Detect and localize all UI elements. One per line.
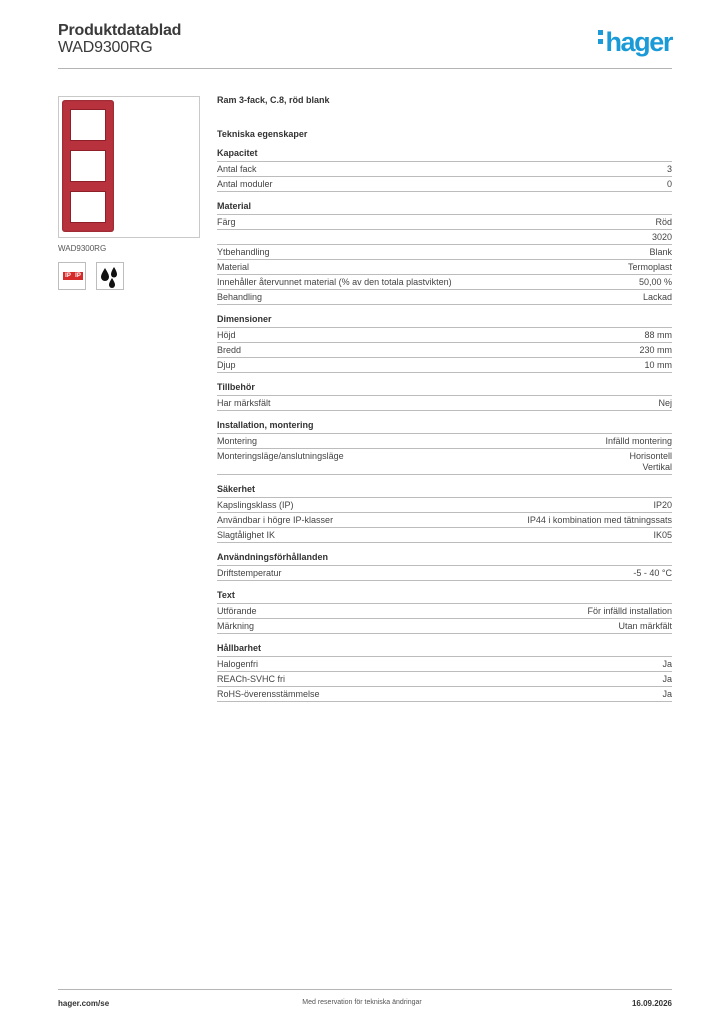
ip-rating-icon xyxy=(58,262,86,290)
spec-label: Driftstemperatur xyxy=(217,568,282,578)
section-title: Installation, montering xyxy=(217,420,672,434)
spec-value xyxy=(662,659,672,670)
logo-dots-icon xyxy=(598,30,603,48)
spec-section xyxy=(217,148,672,192)
spec-label: RoHS-överensstämmelse xyxy=(217,689,320,699)
spec-value-line: IP20 xyxy=(653,500,672,510)
spec-row xyxy=(217,449,672,475)
spec-value-line: Vertikal xyxy=(642,462,672,472)
spec-value xyxy=(633,568,672,579)
spec-value xyxy=(587,606,672,617)
spec-value xyxy=(662,689,672,700)
spec-value-line: Ja xyxy=(662,659,672,669)
spec-label: Innehåller återvunnet material (% av den totala plastvikten) xyxy=(217,277,452,287)
section-title: Tillbehör xyxy=(217,382,672,396)
spec-label: Märkning xyxy=(217,621,255,631)
spec-value-line: Horisontell xyxy=(629,451,672,461)
spec-value-line: Röd xyxy=(655,217,672,227)
spec-value-line: IP44 i kombination med tätningssats xyxy=(527,515,672,525)
spec-label: Djup xyxy=(217,360,236,370)
spec-value xyxy=(629,451,672,473)
footer-website: hager.com/se xyxy=(58,999,110,1008)
spec-section xyxy=(217,420,672,475)
frame-opening xyxy=(70,191,106,223)
spec-label: Bredd xyxy=(217,345,242,355)
spec-label: Halogenfri xyxy=(217,659,259,669)
spec-row xyxy=(217,657,672,672)
spec-row xyxy=(217,343,672,358)
spec-value-line: För infälld installation xyxy=(587,606,672,616)
spec-row xyxy=(217,672,672,687)
header-divider xyxy=(58,68,672,69)
main-content xyxy=(217,95,672,702)
spec-sections xyxy=(217,148,672,702)
spec-row xyxy=(217,245,672,260)
water-drops-graphic xyxy=(97,263,123,289)
product-code-heading: WAD9300RG xyxy=(58,39,153,56)
section-title: Säkerhet xyxy=(217,484,672,498)
hager-logo xyxy=(598,29,672,56)
spec-row xyxy=(217,566,672,581)
spec-row xyxy=(217,619,672,634)
spec-value-line: IK05 xyxy=(653,530,672,540)
footer-divider xyxy=(58,989,672,990)
spec-value-line: Utan märkfält xyxy=(618,621,672,631)
spec-value xyxy=(667,179,672,190)
spec-row xyxy=(217,498,672,513)
spec-label: Behandling xyxy=(217,292,263,302)
spec-section xyxy=(217,484,672,543)
section-title: Användningsförhållanden xyxy=(217,552,672,566)
frame-opening xyxy=(70,150,106,182)
spec-row xyxy=(217,396,672,411)
water-drops-icon xyxy=(96,262,124,290)
spec-value xyxy=(618,621,672,632)
spec-row xyxy=(217,230,672,245)
spec-label: Montering xyxy=(217,436,258,446)
spec-row xyxy=(217,528,672,543)
spec-label: Utförande xyxy=(217,606,257,616)
spec-row xyxy=(217,260,672,275)
spec-value xyxy=(628,262,672,273)
spec-label: Höjd xyxy=(217,330,236,340)
logo-text: hager xyxy=(605,27,672,57)
spec-value-line: 88 mm xyxy=(644,330,672,340)
spec-value xyxy=(639,345,672,356)
spec-section xyxy=(217,643,672,702)
spec-value xyxy=(639,277,672,288)
spec-value xyxy=(667,164,672,175)
section-title: Text xyxy=(217,590,672,604)
spec-value xyxy=(644,330,672,341)
spec-value-line: 50,00 % xyxy=(638,277,672,287)
footer-disclaimer: Med reservation för tekniska ändringar xyxy=(302,999,422,1006)
spec-value xyxy=(652,232,672,243)
spec-value xyxy=(605,436,672,447)
spec-row xyxy=(217,162,672,177)
spec-value xyxy=(644,360,672,371)
spec-value-line: Nej xyxy=(658,398,672,408)
spec-section xyxy=(217,382,672,411)
spec-label: Material xyxy=(217,262,250,272)
image-caption: WAD9300RG xyxy=(58,244,107,253)
spec-value xyxy=(649,247,672,258)
ip-badge-label: IP xyxy=(63,272,73,280)
spec-row xyxy=(217,275,672,290)
page-header xyxy=(58,22,672,68)
spec-value xyxy=(527,515,672,526)
spec-value-line: Blank xyxy=(649,247,672,257)
tech-heading: Tekniska egenskaper xyxy=(217,129,308,139)
spec-value-line: Infälld montering xyxy=(605,436,672,446)
document-title: Produktdatablad xyxy=(58,22,182,39)
spec-row xyxy=(217,290,672,305)
spec-section xyxy=(217,201,672,305)
section-title: Dimensioner xyxy=(217,314,672,328)
spec-value-line: 10 mm xyxy=(644,360,672,370)
frame-opening xyxy=(70,109,106,141)
ip-badge-label: IP xyxy=(73,272,83,280)
spec-label: Färg xyxy=(217,217,236,227)
spec-label: Användbar i högre IP-klasser xyxy=(217,515,334,525)
spec-value-line: 230 mm xyxy=(639,345,672,355)
spec-row xyxy=(217,604,672,619)
spec-label: Slagtålighet IK xyxy=(217,530,276,540)
spec-value-line: Termoplast xyxy=(627,262,672,272)
spec-label: Ytbehandling xyxy=(217,247,270,257)
spec-value-line: Ja xyxy=(662,689,672,699)
section-title: Hållbarhet xyxy=(217,643,672,657)
spec-value xyxy=(655,217,672,228)
spec-value-line: Ja xyxy=(662,674,672,684)
section-title: Kapacitet xyxy=(217,148,672,162)
spec-row xyxy=(217,434,672,449)
spec-value-line: 3 xyxy=(666,164,672,174)
spec-section xyxy=(217,314,672,373)
spec-row xyxy=(217,177,672,192)
spec-row xyxy=(217,215,672,230)
spec-label: Kapslingsklass (IP) xyxy=(217,500,294,510)
product-description: Ram 3-fack, C.8, röd blank xyxy=(217,95,330,105)
spec-section xyxy=(217,552,672,581)
spec-label: Antal moduler xyxy=(217,179,273,189)
spec-section xyxy=(217,590,672,634)
spec-label: Antal fack xyxy=(217,164,257,174)
spec-value-line: Lackad xyxy=(642,292,672,302)
spec-value xyxy=(658,398,672,409)
spec-value-line: -5 - 40 °C xyxy=(633,568,672,578)
spec-value-line: 3020 xyxy=(651,232,672,242)
spec-row xyxy=(217,358,672,373)
footer-date: 16.09.2026 xyxy=(631,999,672,1008)
product-image xyxy=(58,96,200,238)
spec-label: Har märksfält xyxy=(217,398,271,408)
section-title: Material xyxy=(217,201,672,215)
spec-label: REACh-SVHC fri xyxy=(217,674,286,684)
spec-row xyxy=(217,687,672,702)
spec-row xyxy=(217,513,672,528)
spec-value xyxy=(643,292,672,303)
spec-value xyxy=(662,674,672,685)
three-gang-frame-image xyxy=(62,100,114,232)
spec-value xyxy=(653,500,672,511)
spec-row xyxy=(217,328,672,343)
spec-value-line: 0 xyxy=(666,179,672,189)
spec-label: Monteringsläge/anslutningsläge xyxy=(217,451,344,461)
spec-value xyxy=(653,530,672,541)
